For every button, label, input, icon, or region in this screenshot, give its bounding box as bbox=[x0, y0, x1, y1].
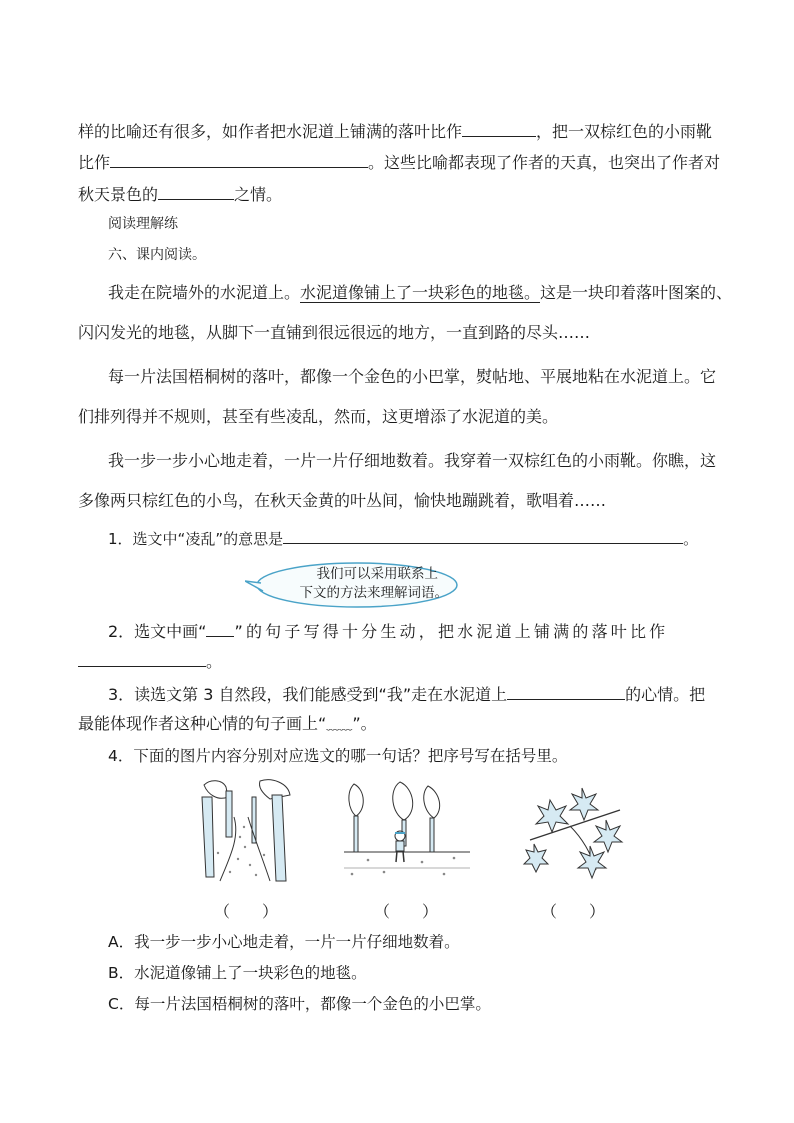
passage-p2-line2: 们排列得并不规则，甚至有些凌乱，然而，这更增添了水泥道的美。 bbox=[78, 407, 559, 426]
maple-leaves-illustration bbox=[520, 780, 628, 884]
text: 。 bbox=[206, 652, 223, 671]
hint-text bbox=[268, 565, 448, 603]
text: 2．选文中画“ bbox=[108, 622, 207, 641]
underline-sample bbox=[206, 620, 234, 637]
text: 。 bbox=[683, 530, 699, 548]
underlined-sentence: 水泥道像铺上了一块彩色的地毯。 bbox=[300, 283, 541, 302]
text: 我走在院墙外的水泥道上。 bbox=[108, 283, 301, 302]
text: 。这些比喻都表现了作者的天真，也突出了作者对 bbox=[368, 153, 721, 172]
question-4: 4．下面的图片内容分别对应选文的哪一句话？把序号写在括号里。 bbox=[108, 747, 568, 765]
hint-line-2: 下文的方法来理解词语。 bbox=[299, 585, 448, 601]
option-c: C．每一片法国梧桐树的落叶，都像一个金色的小巴掌。 bbox=[108, 995, 491, 1013]
passage-p2-line1: 每一片法国梧桐树的落叶，都像一个金色的小巴掌，熨帖地、平展地粘在水泥道上。它 bbox=[108, 367, 717, 386]
text: ”的句子写得十分生动，把水泥道上铺满的落叶比作 bbox=[234, 622, 669, 641]
option-b: B．水泥道像铺上了一块彩色的地毯。 bbox=[108, 964, 367, 982]
wavy-line-sample: ﹏﹏ bbox=[326, 718, 353, 733]
text: 1．选文中“凌乱”的意思是 bbox=[108, 530, 284, 548]
answer-blank[interactable] bbox=[507, 683, 625, 700]
answer-blank[interactable] bbox=[110, 151, 368, 168]
text: 比作 bbox=[78, 153, 111, 172]
answer-paren-3[interactable]: （ ） bbox=[541, 902, 606, 921]
answer-blank[interactable] bbox=[158, 183, 234, 200]
answer-paren-1[interactable]: （ ） bbox=[214, 902, 279, 921]
text: 最能体现作者这种心情的句子画上“ bbox=[78, 714, 327, 733]
passage-p3-line1: 我一步一步小心地走着，一片一片仔细地数着。我穿着一双棕红色的小雨靴。你瞧，这 bbox=[108, 451, 717, 470]
carryover-line-2 bbox=[78, 151, 720, 173]
text: 之情。 bbox=[234, 185, 283, 204]
answer-blank[interactable] bbox=[283, 527, 683, 544]
answer-blank[interactable] bbox=[462, 120, 536, 137]
text: 的心情。把 bbox=[625, 685, 706, 704]
text: 3．读选文第 3 自然段，我们能感受到“我”走在水泥道上 bbox=[108, 685, 508, 704]
question-3-line2 bbox=[78, 714, 377, 736]
tree-lined-path-illustration bbox=[200, 777, 296, 883]
part-title: 六、课内阅读。 bbox=[108, 247, 206, 263]
question-2-line1 bbox=[108, 620, 668, 642]
question-3-line1 bbox=[108, 683, 705, 705]
text: 秋天景色的 bbox=[78, 185, 159, 204]
carryover-line-1 bbox=[78, 120, 712, 142]
answer-blank[interactable] bbox=[78, 650, 206, 667]
passage-p3-line2: 多像两只棕红色的小鸟，在秋天金黄的叶丛间，愉快地蹦跳着，歌唱着…… bbox=[78, 491, 607, 510]
answer-paren-2[interactable]: （ ） bbox=[374, 902, 439, 921]
text: 样的比喻还有很多，如作者把水泥道上铺满的落叶比作 bbox=[78, 122, 463, 141]
section-title: 阅读理解练 bbox=[108, 216, 178, 232]
passage-p1-line1 bbox=[108, 283, 732, 303]
text: 这是一块印着落叶图案的、 bbox=[540, 283, 733, 302]
text: ，把一双棕红色的小雨靴 bbox=[536, 122, 713, 141]
passage-p1-line2: 闪闪发光的地毯，从脚下一直铺到很远很远的地方，一直到路的尽头…… bbox=[78, 323, 591, 342]
boy-walking-illustration bbox=[344, 780, 470, 884]
option-a: A．我一步一步小心地走着，一片一片仔细地数着。 bbox=[108, 933, 460, 951]
carryover-line-3 bbox=[78, 183, 282, 205]
text: ”。 bbox=[352, 714, 377, 733]
question-1 bbox=[108, 527, 698, 549]
question-2-line2 bbox=[78, 650, 222, 672]
hint-line-1: 我们可以采用联系上 bbox=[316, 566, 438, 582]
